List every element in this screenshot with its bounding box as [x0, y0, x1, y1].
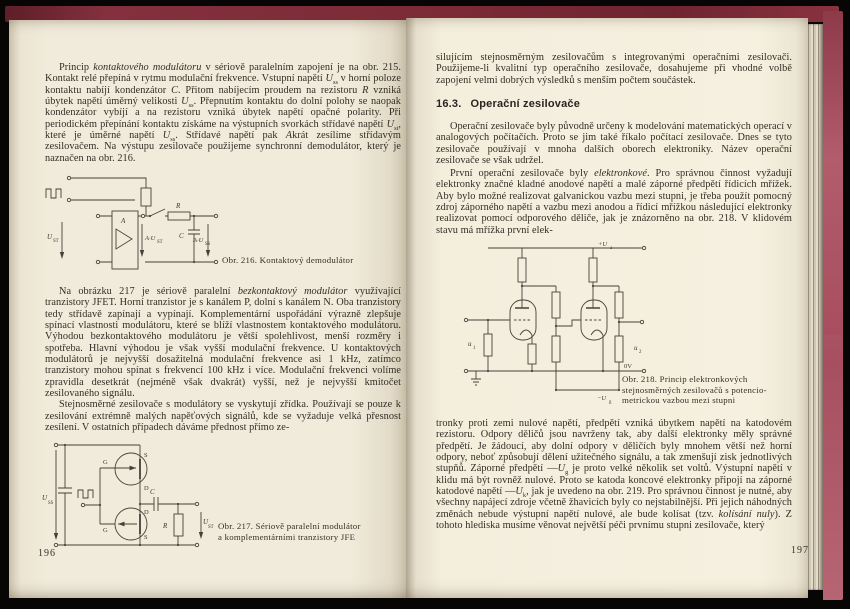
switch-contact	[138, 209, 168, 218]
stage-1	[464, 248, 560, 390]
paragraph: Operační zesilovače byly původně určeny k modelování matematických operací v analogových počítačích. Proto se jim také říkalo počítací zesilovače. Dnes se tyto zesilovače používají v mnoha dalších oborech elektroniky. Název operační zesilovače se však udržel.	[436, 121, 792, 167]
page-number-left: 196	[38, 548, 56, 559]
jfet-transistor-top	[100, 445, 149, 504]
u-st-sub: ST	[53, 239, 59, 244]
plus-ua-sub: a	[610, 246, 613, 251]
section-number: 16.3.	[436, 98, 462, 110]
d-label: D	[144, 509, 149, 516]
u1-sub: 1	[473, 346, 476, 351]
plus-ua-label: +U	[598, 241, 608, 248]
right-paragraph-3	[436, 418, 792, 531]
gate-drive	[78, 468, 101, 524]
a-u-ss-label: A·U	[193, 237, 204, 244]
s-label: S	[144, 452, 148, 459]
g-label: G	[103, 527, 108, 534]
resistor	[174, 514, 183, 536]
paragraph: Princip kontaktového modulátoru v sériově paralelním zapojení je na obr. 215. Kontakt relé přepíná v rytmu modulační frekvence. Vstupní napětí $U_{ss}$ v horní poloze kontaktu nabíjí kondenzátor C. Přitom nabíjecím proudem na rezistoru R vzniká úbytek napětí úměrný velikosti $U_{ss}$. Přepnutím kontaktu do dolní polohy se naopak kondenzátor vybíjí a na rezistoru vzniká úbytek napětí opačné polarity. Při periodickém přepínání kontaktu získáme na výstupních svorkách střídavé napětí $U_{st}$, které je úměrné napětí $U_{ss}$. Střídavé napětí pak Akrát zesílíme střídavým zesilovačem. Na výstupu zesilovače použijeme synchronní demodulátor, který je naznačen na obr. 216.	[45, 62, 402, 164]
a-u-st-sub: ST	[157, 240, 163, 245]
left-page	[9, 20, 406, 598]
amp-label: A	[121, 217, 126, 225]
figure-217-caption: Obr. 217. Sériově paralelní modulátor a komplementárními tranzistory JFE	[218, 521, 361, 542]
figure-218-caption: Obr. 218. Princip elektronkových stejnosměrných zesilovačů s potencio- metrickou vazbou mezi stupni	[622, 374, 767, 406]
divider-resistor-lower	[552, 336, 560, 362]
divider-resistor-lower	[615, 336, 623, 362]
d-label: D	[144, 485, 149, 492]
right-paragraph-continuation	[436, 52, 792, 86]
page-number-right: 197	[791, 545, 809, 556]
paragraph: Stejnosměrné zesilovače s modulátory se vyskytují zřídka. Používají se pouze k zesilování extrémně malých napěťových signálů, kde se vyžaduje velká přesnost zesílení. V ostatních případech dáváme přednost přímo ze-	[45, 399, 401, 434]
s-label: S	[144, 534, 148, 541]
divider-resistor-upper	[615, 292, 623, 318]
ground-rails	[464, 363, 645, 404]
resistor	[168, 212, 190, 220]
right-page	[406, 18, 808, 598]
contact-demodulator-circuit	[38, 172, 223, 274]
paragraph: silujícím stejnosměrným zesilovačům s integrovanými operačními zesilovači. Použijeme-li kvalitní typ operačního zesilovače, dosahujeme při vhodné volbě zapojení velmi dobrých výsledků s menším počtem součástek.	[436, 52, 792, 86]
paragraph: Na obrázku 217 je sériově paralelní bezkontaktový modulátor využívající tranzistory JFET. Horní tranzistor je s kanálem P, dolní s kanálem N. Oba tranzistory tedy střídavě zapínají a vypínají. Komplementární uspořádání výrazně zlepšuje spínací vlastnosti modulátoru, které se blíží vlastnostem kontaktového modulátoru. Výhodou bezkontaktového modulátoru je větší spolehlivost, menší rozměry i spotřeba. Hlavní výhodou je však vyšší modulační frekvence. U kontaktových modulátorů je nejvyšší dosažitelná modulační frekvence asi 1 kHz, zatímco tranzistory mohou spínat s frekvencí 100 kHz i více. Modulační frekvenci volíme zpravidla desetkrát (nejméně však dvakrát) vyšší, než je nejvyšší kmitočet zesilovaného signálu.	[45, 286, 401, 400]
amp-triangle-icon	[116, 229, 132, 249]
right-paragraph-1	[436, 121, 792, 166]
right-paragraph-2	[436, 168, 792, 236]
cathode-dome	[520, 330, 532, 335]
c-label: C	[179, 232, 184, 240]
cathode-dome	[591, 330, 603, 335]
figure-216-caption: Obr. 216. Kontaktový demodulátor	[222, 255, 354, 265]
u-st-label: U	[203, 518, 209, 526]
minus-ug-label: −U	[597, 395, 607, 402]
u-st-label: U	[47, 233, 53, 241]
left-paragraph-2-3	[45, 286, 401, 433]
r-label: R	[176, 202, 181, 210]
figure-216-schematic	[38, 172, 223, 274]
u-ss-sub: SS	[48, 501, 54, 506]
output-network	[140, 488, 214, 547]
relay-coil	[141, 188, 151, 206]
anode-resistor	[589, 258, 597, 282]
ground-icon	[471, 371, 481, 385]
figure-217-schematic	[40, 434, 215, 556]
jfet-modulator-circuit	[40, 434, 215, 556]
a-u-st-label: A·U	[145, 235, 156, 242]
relay-drive-wires	[67, 176, 151, 216]
amplifier-box	[96, 211, 138, 269]
minus-ug-sub: g	[609, 400, 612, 404]
left-paragraph-1	[45, 62, 401, 164]
section-heading	[436, 98, 580, 110]
supply-rail	[488, 241, 646, 251]
c-label: C	[150, 488, 155, 496]
zero-volt-label: 0V	[624, 363, 632, 370]
square-wave-icon	[46, 189, 61, 198]
u-ss-label: U	[42, 494, 48, 502]
a-u-ss-sub: SS	[205, 242, 211, 247]
u-st-sub: ST	[208, 525, 214, 530]
divider-resistor-upper	[552, 292, 560, 318]
cathode-resistor	[528, 344, 536, 364]
book-cover-right-edge	[823, 11, 843, 600]
square-wave-icon	[78, 490, 93, 498]
r-label: R	[163, 522, 168, 530]
grid-resistor	[484, 334, 492, 356]
amp-output-arrow	[140, 224, 163, 257]
paragraph: tronky proti zemi nulové napětí, předpětí vzniká úbytkem napětí na katodovém rezistoru. Odpory děličů jsou navrženy tak, aby další elektronky měly správné předpětí. Je žádoucí, aby dolní odpory v děličích byly mnohem větší než horní odpory, neboť způsobují dělení užitečného signálu, a tak zmenšují zisk jednotlivých stupňů. Záporné předpětí $—U_g$ je proto velké několik set voltů. Výstupní napětí v klidu má být rovněž nulové. Proto se katoda koncové elektronky připojí na záporné katodové napětí $—U_k$, jak je uvedeno na obr. 219. Pro správnou činnost je nutné, aby všechny napájecí zdroje včetně žhavicích byly co nejstabilnější. Při jejich náhodných změnách nebude výstupní napětí nulové, ale bude kolísat (tzv. kolísání nuly). Z tohoto hlediska musíme věnovat největší péči prvnímu stupni zesilovače, který	[436, 418, 792, 532]
input-voltage-arrow	[47, 222, 64, 259]
anode-resistor	[518, 258, 526, 282]
u2-sub: 2	[639, 350, 642, 355]
section-title: Operační zesilovače	[470, 98, 581, 110]
u1-label: u	[468, 340, 472, 348]
u2-label: u	[634, 344, 638, 352]
paragraph: První operační zesilovače byly elektronkové. Pro správnou činnost vyžadují elektronky značné kladné anodové napětí a malé záporné předpětí řídicích mřížek. Aby bylo možné realizovat galvanickou vazbu mezi stupni, je třeba použít pomocný zdroj záporného napětí a vazbu mezi anodou a řídicí mřížkou následující elektronky realizovat pomocí odporového děliče, jak je znázorněno na obr. 218. V klidovém stavu má mřížka první elek-	[436, 168, 792, 236]
jfet-transistor-bottom	[100, 503, 149, 546]
g-label: G	[103, 459, 108, 466]
page-stack-edge	[806, 24, 823, 590]
